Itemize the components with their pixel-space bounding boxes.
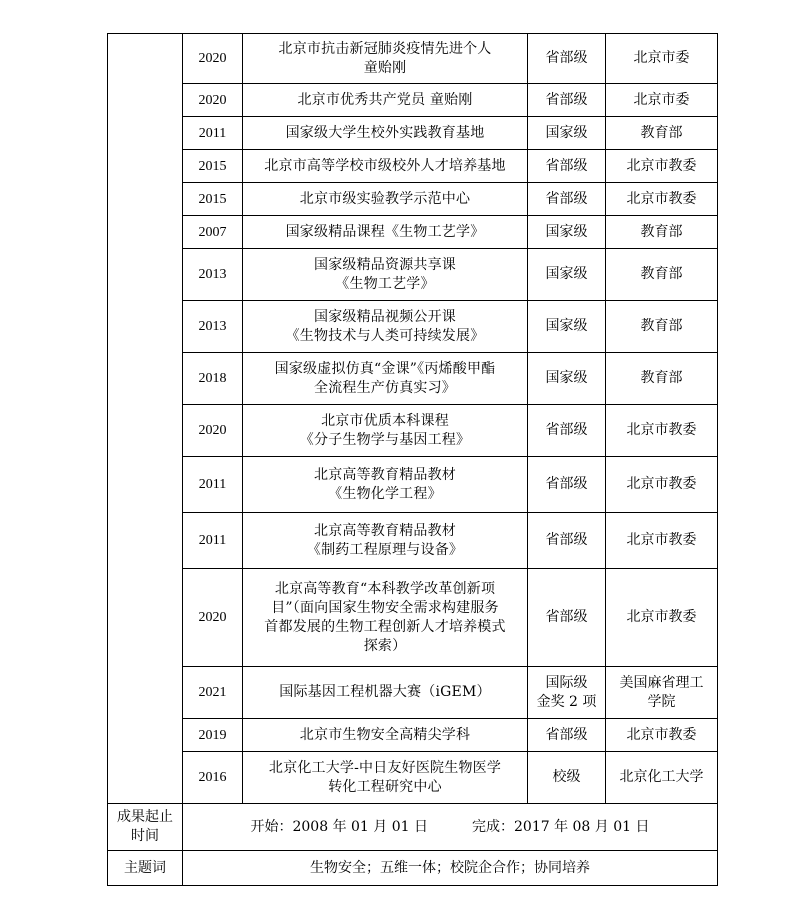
award-issuer-line: 美国麻省理工 bbox=[619, 674, 704, 691]
award-row bbox=[108, 183, 718, 216]
period-label bbox=[108, 804, 183, 851]
award-title bbox=[243, 249, 528, 301]
award-row bbox=[108, 405, 718, 457]
award-level bbox=[528, 84, 606, 117]
award-title bbox=[243, 457, 528, 513]
award-issuer-line: 北京化工大学 bbox=[619, 769, 704, 785]
award-title bbox=[243, 150, 528, 183]
award-issuer bbox=[606, 667, 718, 719]
award-row bbox=[108, 117, 718, 150]
award-issuer bbox=[606, 457, 718, 513]
award-title-line: 《分子生物学与基因工程》 bbox=[299, 431, 471, 448]
award-row bbox=[108, 457, 718, 513]
award-issuer bbox=[606, 301, 718, 353]
award-issuer bbox=[606, 405, 718, 457]
award-title-line: 探索） bbox=[363, 637, 407, 654]
award-title-line: 北京市优秀共产党员 童贻刚 bbox=[297, 91, 473, 108]
award-issuer-line: 北京市教委 bbox=[626, 726, 697, 743]
award-issuer bbox=[606, 249, 718, 301]
period-label-line: 成果起止 bbox=[117, 809, 173, 825]
category-label-cell bbox=[108, 34, 183, 804]
award-level bbox=[528, 249, 606, 301]
award-title-line: 转化工程研究中心 bbox=[328, 778, 442, 795]
award-title-line: 国家级大学生校外实践教育基地 bbox=[285, 124, 485, 141]
award-issuer-line: 学院 bbox=[647, 693, 676, 710]
award-year: 2011 bbox=[183, 117, 243, 150]
award-title bbox=[243, 216, 528, 249]
award-title bbox=[243, 569, 528, 667]
award-title-line: 国家级精品资源共享课 bbox=[314, 256, 456, 273]
award-title-line: 北京市级实验教学示范中心 bbox=[299, 190, 471, 207]
award-level bbox=[528, 216, 606, 249]
award-level-line: 省部级 bbox=[545, 609, 588, 625]
period-value bbox=[183, 804, 718, 851]
award-title-line: 北京市生物安全高精尖学科 bbox=[299, 726, 471, 743]
award-issuer-line: 教育部 bbox=[640, 124, 683, 141]
award-title-line: 北京高等教育精品教材 bbox=[314, 522, 456, 539]
award-year: 2011 bbox=[183, 457, 243, 513]
award-issuer bbox=[606, 216, 718, 249]
award-issuer bbox=[606, 84, 718, 117]
award-title-line: 北京市抗击新冠肺炎疫情先进个人 bbox=[278, 40, 492, 57]
award-year: 2011 bbox=[183, 513, 243, 569]
award-level-line: 省部级 bbox=[545, 91, 588, 108]
award-row bbox=[108, 249, 718, 301]
award-level bbox=[528, 405, 606, 457]
award-level bbox=[528, 117, 606, 150]
award-level bbox=[528, 513, 606, 569]
award-title-line: 北京化工大学-中日友好医院生物医学 bbox=[268, 759, 502, 776]
award-level-line: 省部级 bbox=[545, 422, 588, 438]
award-title-line: 《生物工艺学》 bbox=[335, 275, 435, 292]
award-issuer bbox=[606, 353, 718, 405]
award-row bbox=[108, 150, 718, 183]
award-level-line: 国家级 bbox=[545, 266, 588, 282]
keywords-value: 生物安全；五维一体；校院企合作；协同培养 bbox=[183, 851, 718, 886]
award-level-line: 国家级 bbox=[545, 223, 588, 240]
keywords-label: 主题词 bbox=[108, 851, 183, 886]
award-title-line: 国际基因工程机器大赛（iGEM） bbox=[279, 684, 491, 700]
award-title-line: 北京高等教育“本科教学改革创新项 bbox=[274, 580, 496, 597]
award-issuer-line: 北京市委 bbox=[633, 91, 690, 108]
award-row bbox=[108, 301, 718, 353]
award-level-line: 省部级 bbox=[545, 726, 588, 743]
award-issuer-line: 教育部 bbox=[640, 223, 683, 240]
award-row bbox=[108, 667, 718, 719]
award-title-line: 国家级精品视频公开课 bbox=[314, 308, 456, 325]
award-row bbox=[108, 719, 718, 752]
award-row bbox=[108, 34, 718, 84]
award-issuer-line: 北京市教委 bbox=[626, 190, 697, 207]
award-level-line: 国家级 bbox=[545, 124, 588, 141]
award-level-line: 国际级 bbox=[545, 674, 588, 691]
award-title-line: 国家级虚拟仿真“金课”《丙烯酸甲酯 bbox=[274, 360, 496, 377]
award-level bbox=[528, 457, 606, 513]
award-row bbox=[108, 84, 718, 117]
award-row bbox=[108, 569, 718, 667]
award-title-line: 北京市高等学校市级校外人才培养基地 bbox=[264, 157, 506, 174]
award-year: 2015 bbox=[183, 150, 243, 183]
award-level bbox=[528, 569, 606, 667]
award-level-line: 国家级 bbox=[545, 318, 588, 334]
award-title-line: 《制药工程原理与设备》 bbox=[306, 541, 464, 558]
period-start: 开始：2008 年 01 月 01 日 bbox=[250, 818, 428, 835]
award-title bbox=[243, 353, 528, 405]
award-level-line: 校级 bbox=[552, 769, 581, 785]
award-issuer-line: 北京市委 bbox=[633, 50, 690, 66]
award-issuer bbox=[606, 183, 718, 216]
award-year: 2019 bbox=[183, 719, 243, 752]
award-title-line: 童贻刚 bbox=[363, 59, 407, 76]
award-level-line: 省部级 bbox=[545, 190, 588, 207]
award-level-line: 省部级 bbox=[545, 157, 588, 174]
award-year: 2018 bbox=[183, 353, 243, 405]
award-year: 2013 bbox=[183, 249, 243, 301]
award-issuer bbox=[606, 34, 718, 84]
award-title bbox=[243, 117, 528, 150]
award-title-line: 北京高等教育精品教材 bbox=[314, 466, 456, 483]
award-title bbox=[243, 34, 528, 84]
award-title-line: 国家级精品课程《生物工艺学》 bbox=[285, 223, 485, 240]
award-issuer-line: 北京市教委 bbox=[626, 422, 697, 438]
award-year: 2020 bbox=[183, 34, 243, 84]
award-year: 2016 bbox=[183, 752, 243, 804]
award-issuer bbox=[606, 117, 718, 150]
award-row bbox=[108, 752, 718, 804]
award-issuer bbox=[606, 569, 718, 667]
award-year: 2020 bbox=[183, 569, 243, 667]
award-title bbox=[243, 513, 528, 569]
award-issuer-line: 北京市教委 bbox=[626, 476, 697, 492]
award-issuer bbox=[606, 752, 718, 804]
award-level bbox=[528, 301, 606, 353]
award-title bbox=[243, 84, 528, 117]
period-label-line: 时间 bbox=[131, 828, 159, 844]
keywords-row bbox=[108, 851, 718, 886]
award-year: 2015 bbox=[183, 183, 243, 216]
award-level-line: 省部级 bbox=[545, 50, 588, 66]
award-row bbox=[108, 513, 718, 569]
award-year: 2020 bbox=[183, 84, 243, 117]
award-year: 2007 bbox=[183, 216, 243, 249]
award-year: 2013 bbox=[183, 301, 243, 353]
award-title-line: 《生物技术与人类可持续发展》 bbox=[285, 327, 485, 344]
award-title-line: 目”（面向国家生物安全需求构建服务 bbox=[271, 599, 499, 616]
award-title-line: 首都发展的生物工程创新人才培养模式 bbox=[264, 618, 506, 635]
award-issuer bbox=[606, 513, 718, 569]
achievement-table bbox=[107, 33, 718, 886]
award-issuer-line: 教育部 bbox=[640, 318, 683, 334]
award-title bbox=[243, 183, 528, 216]
award-rows bbox=[108, 34, 718, 804]
award-level bbox=[528, 183, 606, 216]
award-level bbox=[528, 150, 606, 183]
award-issuer bbox=[606, 719, 718, 752]
award-level bbox=[528, 34, 606, 84]
award-level-line: 金奖 2 项 bbox=[536, 693, 597, 710]
award-title-line: 北京市优质本科课程 bbox=[321, 412, 449, 429]
period-row bbox=[108, 804, 718, 851]
award-issuer-line: 北京市教委 bbox=[626, 157, 697, 174]
award-row bbox=[108, 353, 718, 405]
award-title bbox=[243, 301, 528, 353]
award-title bbox=[243, 405, 528, 457]
award-title bbox=[243, 752, 528, 804]
award-level bbox=[528, 353, 606, 405]
period-end: 完成：2017 年 08 月 01 日 bbox=[472, 818, 650, 835]
award-level-line: 国家级 bbox=[545, 370, 588, 386]
award-level-line: 省部级 bbox=[545, 532, 588, 548]
award-issuer-line: 北京市教委 bbox=[626, 532, 697, 548]
award-level bbox=[528, 752, 606, 804]
award-title-line: 《生物化学工程》 bbox=[328, 485, 442, 502]
award-level-line: 省部级 bbox=[545, 476, 588, 492]
award-issuer-line: 北京市教委 bbox=[626, 609, 697, 625]
award-year: 2020 bbox=[183, 405, 243, 457]
award-title-line: 全流程生产仿真实习》 bbox=[314, 379, 456, 396]
award-issuer-line: 教育部 bbox=[640, 370, 683, 386]
award-year: 2021 bbox=[183, 667, 243, 719]
award-issuer bbox=[606, 150, 718, 183]
award-row bbox=[108, 216, 718, 249]
award-title bbox=[243, 667, 528, 719]
award-level bbox=[528, 719, 606, 752]
award-level bbox=[528, 667, 606, 719]
award-title bbox=[243, 719, 528, 752]
award-issuer-line: 教育部 bbox=[640, 266, 683, 282]
